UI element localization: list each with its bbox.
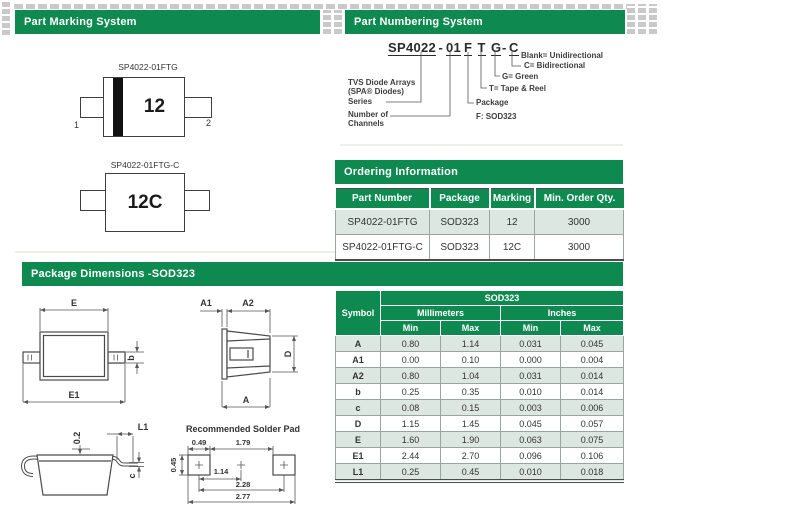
pn-label-package-1: Package — [476, 98, 509, 107]
perforation-block-right — [627, 4, 658, 34]
cell: 0.063 — [501, 432, 561, 448]
cell: 0.045 — [501, 416, 561, 432]
pn-label-unidirectional: Blank= Unidirectional — [521, 51, 604, 60]
cell: SP4022-01FTG-C — [336, 235, 430, 261]
dim-row — [336, 352, 624, 368]
cell: 0.25 — [381, 384, 441, 400]
pn-segment-green: G — [491, 40, 502, 55]
dim-label-c: c — [127, 473, 137, 479]
cell: A2 — [336, 368, 381, 384]
cell: 0.014 — [561, 368, 624, 384]
dim-row — [336, 416, 624, 432]
section-header-part-marking: Part Marking System — [15, 10, 320, 34]
pn-segment-base: SP4022 — [388, 40, 437, 55]
dim-header-max: Max — [561, 321, 624, 336]
dim-label-L1: L1 — [137, 422, 149, 432]
pn-label-channels-2: Channels — [348, 119, 385, 128]
cell: b — [336, 384, 381, 400]
ordering-table — [335, 188, 624, 261]
dim-label-standoff: 0.2 — [72, 431, 82, 445]
cell: 0.031 — [501, 336, 561, 352]
pn-label-tape-reel: T= Tape & Reel — [489, 83, 546, 93]
solder-pad-title: Recommended Solder Pad — [185, 424, 301, 434]
cell: 0.000 — [501, 352, 561, 368]
cell: SOD323 — [430, 235, 490, 261]
device1-package-body — [103, 77, 185, 137]
pn-label-series-3: Series — [348, 97, 373, 106]
cell: 1.90 — [441, 432, 501, 448]
package-top-view-drawing — [15, 295, 150, 410]
cell: 0.80 — [381, 368, 441, 384]
cell: 3000 — [535, 235, 624, 261]
cell: 0.80 — [381, 336, 441, 352]
package-side-view-drawing — [10, 418, 165, 510]
dim-label-pad-height: 0.45 — [169, 457, 178, 473]
cell: 0.045 — [561, 336, 624, 352]
cell: 1.15 — [381, 416, 441, 432]
cell: 0.004 — [561, 352, 624, 368]
cell: L1 — [336, 464, 381, 482]
pn-dash: - — [438, 40, 443, 55]
ordering-header-package: Package — [430, 189, 490, 210]
dim-label-b: b — [126, 355, 136, 361]
dim-label-overall: 2.77 — [235, 492, 251, 501]
cell: 0.014 — [561, 384, 624, 400]
cell: A — [336, 336, 381, 352]
cell: E — [336, 432, 381, 448]
device2-lead-left — [80, 190, 106, 211]
ordering-header-moq: Min. Order Qty. — [535, 189, 624, 210]
cell: 1.60 — [381, 432, 441, 448]
ordering-header-part-number: Part Number — [336, 189, 430, 210]
dim-header-max: Max — [441, 321, 501, 336]
device1-marking: 12 — [143, 96, 166, 117]
ordering-header-row — [336, 189, 624, 210]
cell: 0.006 — [561, 400, 624, 416]
pn-label-green: G= Green — [502, 71, 539, 81]
dim-label-A2: A2 — [242, 298, 254, 308]
dim-label-A1: A1 — [200, 298, 212, 308]
dim-row — [336, 368, 624, 384]
perforation-strip — [2, 4, 658, 9]
device2-marking: 12C — [127, 191, 163, 213]
device1-pin2-label: 2 — [206, 118, 212, 128]
cell: 0.10 — [441, 352, 501, 368]
device1-lead-right — [184, 97, 212, 118]
dim-label-A: A — [242, 395, 250, 405]
cell: 1.45 — [441, 416, 501, 432]
ordering-row — [336, 235, 624, 261]
cell: 0.010 — [501, 384, 561, 400]
cell: E1 — [336, 448, 381, 464]
pn-segment-channels: 01 — [446, 40, 462, 55]
dim-label-pad-width: 0.49 — [191, 438, 207, 447]
dim-label-inner-span: 1.79 — [235, 438, 251, 447]
cell: c — [336, 400, 381, 416]
dim-header-inches: Inches — [501, 306, 624, 321]
dim-header-symbol: Symbol — [336, 291, 381, 336]
device1-part-number-label: SP4022-01FTG — [118, 62, 178, 72]
device2-lead-right — [184, 190, 210, 211]
cell: 12 — [490, 209, 535, 235]
device1-pin1-label: 1 — [74, 120, 80, 130]
cell: 0.075 — [561, 432, 624, 448]
pn-label-series-2: (SPA® Diodes) — [348, 87, 404, 96]
dim-row — [336, 336, 624, 352]
pn-segment-direction: C — [509, 40, 519, 55]
pn-label-series-1: TVS Diode Arrays — [348, 78, 416, 87]
pn-segment-package: F — [464, 40, 473, 55]
device2-package-body — [105, 173, 185, 232]
cell: 0.08 — [381, 400, 441, 416]
solder-pad-drawing — [163, 418, 330, 510]
cell: 0.45 — [441, 464, 501, 482]
cell: 0.057 — [561, 416, 624, 432]
dim-label-E1: E1 — [68, 390, 80, 400]
cell: 0.096 — [501, 448, 561, 464]
device1-cathode-band — [113, 78, 123, 136]
cell: 0.15 — [441, 400, 501, 416]
device1-lead-left — [80, 97, 104, 118]
pn-segment-tape: T — [477, 40, 486, 55]
cell: 12C — [490, 235, 535, 261]
cell: 0.003 — [501, 400, 561, 416]
pn-label-channels-1: Number of — [348, 110, 388, 119]
cell: A1 — [336, 352, 381, 368]
section-header-package-dimensions: Package Dimensions -SOD323 — [22, 262, 623, 286]
perforation-block-left — [2, 1, 13, 35]
cell: 3000 — [535, 209, 624, 235]
cell: 1.04 — [441, 368, 501, 384]
cell: 0.018 — [561, 464, 624, 482]
ordering-header-marking: Marking — [490, 189, 535, 210]
package-end-view-drawing — [190, 293, 315, 417]
dim-header-package: SOD323 — [381, 291, 624, 306]
pn-label-package-2: F: SOD323 — [476, 112, 517, 121]
cell: 0.00 — [381, 352, 441, 368]
cell: D — [336, 416, 381, 432]
dim-header-millimeters: Millimeters — [381, 306, 501, 321]
dim-header-min: Min — [381, 321, 441, 336]
cell: 2.70 — [441, 448, 501, 464]
dim-label-D: D — [283, 350, 293, 358]
dim-header-min: Min — [501, 321, 561, 336]
cell: SOD323 — [430, 209, 490, 235]
cell: 0.35 — [441, 384, 501, 400]
dim-label-E: E — [70, 298, 78, 308]
dim-row — [336, 400, 624, 416]
cell: 2.44 — [381, 448, 441, 464]
perforation-block-middle — [323, 10, 342, 34]
dim-row — [336, 448, 624, 464]
section-header-part-numbering: Part Numbering System — [345, 10, 625, 34]
cell: 0.031 — [501, 368, 561, 384]
section-header-ordering: Ordering Information — [335, 160, 623, 184]
dim-row — [336, 384, 624, 400]
dim-header-row — [336, 291, 624, 306]
pn-label-bidirectional: C= Bidirectional — [524, 61, 586, 70]
cell: 0.25 — [381, 464, 441, 482]
cell: 0.010 — [501, 464, 561, 482]
ordering-row — [336, 209, 624, 235]
dim-label-half-pitch: 1.14 — [213, 467, 229, 476]
dim-row — [336, 464, 624, 482]
cell: 0.106 — [561, 448, 624, 464]
cell: 1.14 — [441, 336, 501, 352]
dim-row — [336, 432, 624, 448]
device2-part-number-label: SP4022-01FTG-C — [110, 160, 180, 170]
pn-dash: - — [502, 40, 507, 55]
cell: SP4022-01FTG — [336, 209, 430, 235]
dim-label-pitch: 2.28 — [235, 480, 251, 489]
dimensions-table — [335, 290, 624, 483]
